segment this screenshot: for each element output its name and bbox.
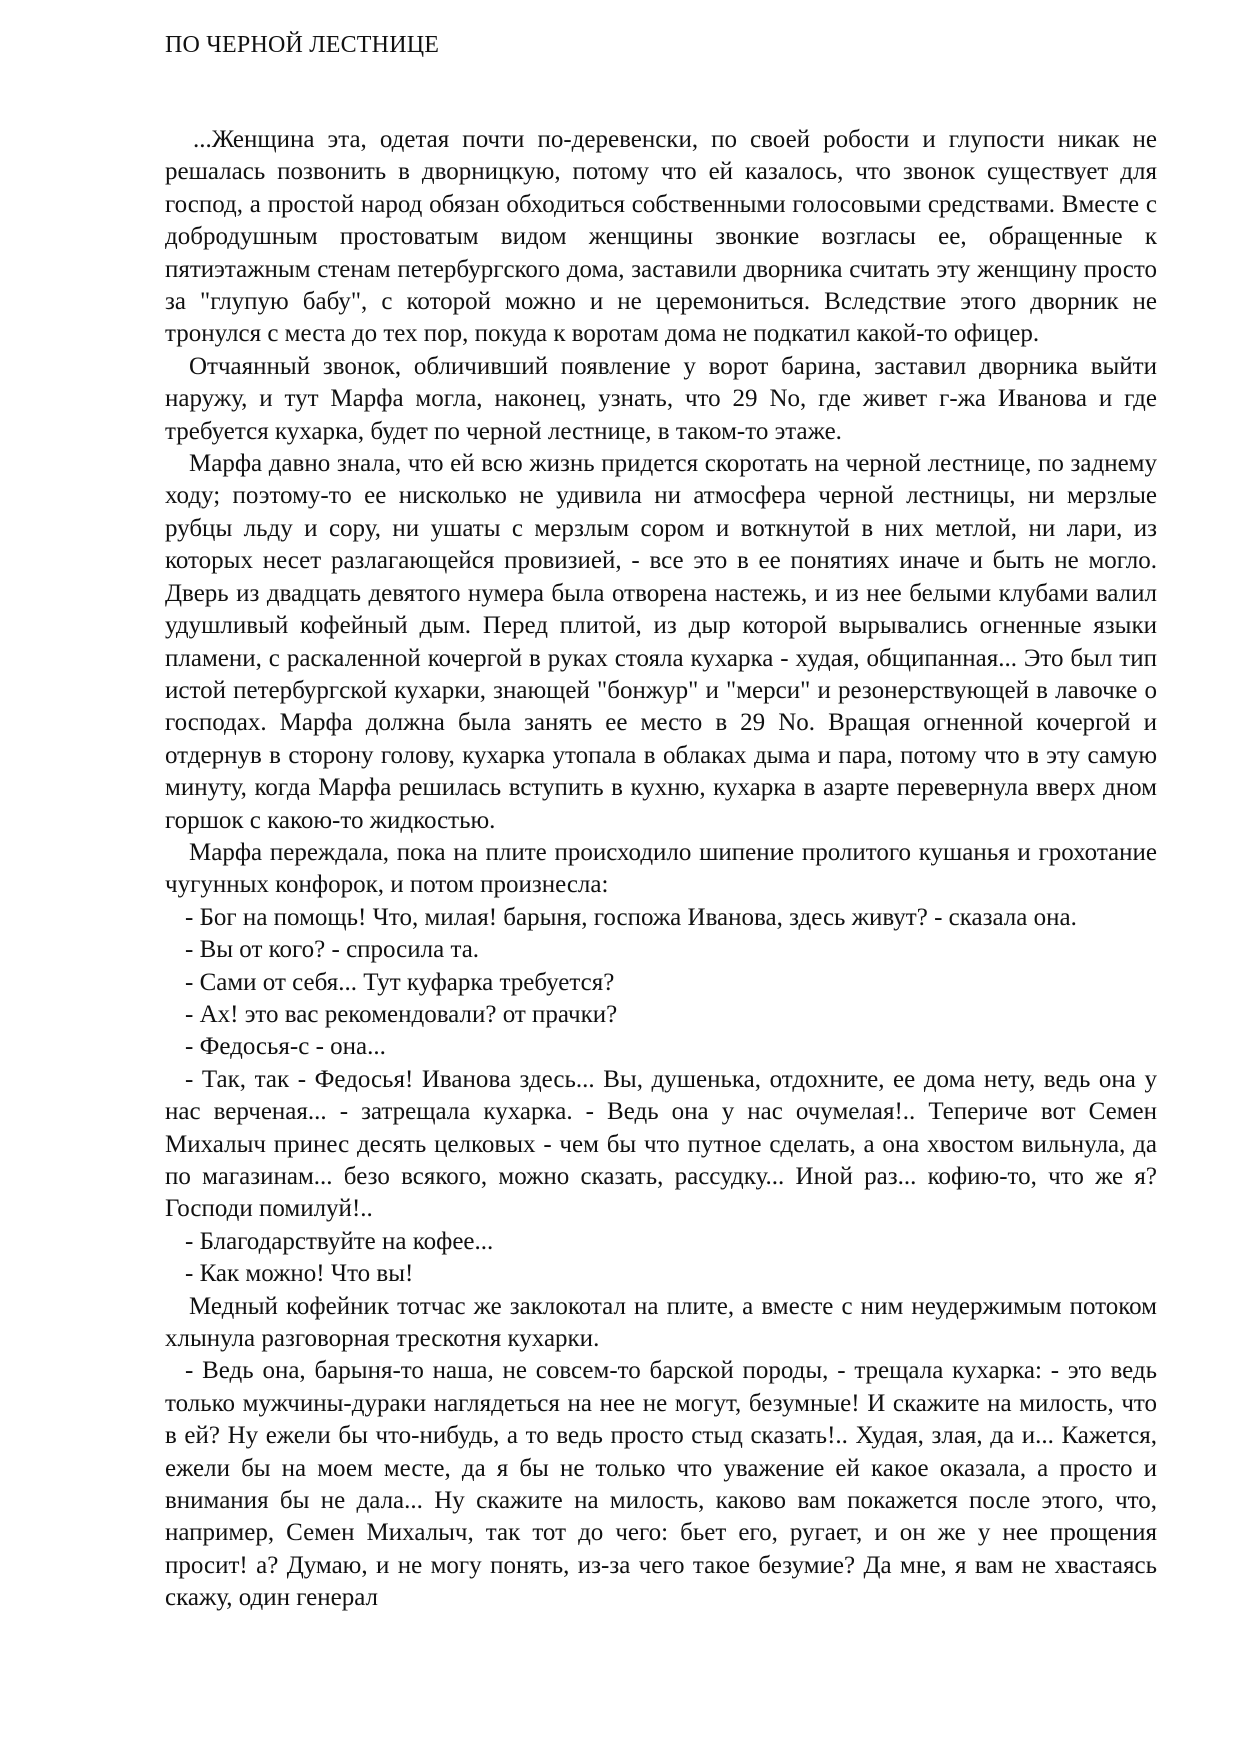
paragraph-3: Марфа давно знала, что ей всю жизнь придется скоротать на черной лестнице, по заднему ходу; поэтому-то ее нисколько не удивила ни атмосфера черной лестницы, ни мерзлые рубцы льду и сору, ни ушаты с мерзлым сором и воткнутой в них метлой, ни лари, из которых несет разлагающейся провизией, - все это в ее понятиях иначе и быть не могло. Дверь из двадцать девятого нумера была отворена настежь, и из нее белыми клубами валил удушливый кофейный дым. Перед плитой, из дыр которой вырывались огненные языки пламени, с раскаленной кочергой в руках стояла кухарка - худая, общипанная... Это был тип истой петербургской кухарки, знающей "бонжур" и "мерси" и резонерствующей в лавочке о господах. Марфа должна была занять ее место в 29 No. Вращая огненной кочергой и отдернув в сторону голову, кухарка утопала в облаках дыма и пара, потому что в эту самую минуту, когда Марфа решилась вступить в кухню, кухарка в азарте перевернула вверх дном горшок с какою-то жидкостью.: [165, 450, 1157, 834]
dialogue-line-5: - Федосья-с - она...: [185, 1033, 386, 1061]
dialogue-line-3: - Сами от себя... Тут куфарка требуется?: [185, 968, 615, 996]
dialogue-line-9: - Ведь она, барыня-то наша, не совсем-то барской породы, - трещала кухарка: - это ведь только мужчины-дураки наглядеться на нее не могут, безумные! И скажите на милость, что в ей? Ну ежели бы что-нибудь, а то ведь просто стыд сказать!.. Худая, злая, да и... Кажется, ежели бы на моем месте, да я бы не только что уважение ей какое оказала, а просто и внимания бы не дала... Ну скажите на милость, каково вам покажется после этого, что, например, Семен Михалыч, так тот до чего: бьет его, ругает, и он же у нее прощения просит! а? Думаю, и не могу понять, из-за чего такое безумие? Да мне, я вам не хвастаясь скажу, один генерал: [165, 1357, 1157, 1612]
paragraph-2: Отчаянный звонок, обличивший появление у ворот барина, заставил дворника выйти наружу, и тут Марфа могла, наконец, узнать, что 29 No, где живет г-жа Иванова и где требуется кухарка, будет по черной лестнице, в таком-то этаже.: [165, 352, 1157, 445]
running-title: ПО ЧЕРНОЙ ЛЕСТНИЦЕ: [165, 32, 440, 58]
dialogue-line-2: - Вы от кого? - спросила та.: [185, 936, 480, 964]
text-body: [165, 124, 1157, 1615]
dialogue-line-7: - Благодарствуйте на кофее...: [185, 1227, 494, 1255]
paragraph-5: Медный кофейник тотчас же заклокотал на плите, а вместе с ним неудержимым потоком хлынула разговорная трескотня кухарки.: [165, 1292, 1157, 1353]
dialogue-line-8: - Как можно! Что вы!: [185, 1260, 414, 1288]
dialogue-line-6: - Так, так - Федосья! Иванова здесь... Вы, душенька, отдохните, ее дома нету, ведь она у нас верченая... - затрещала кухарка. - Ведь она у нас очумелая!.. Тепериче вот Семен Михалыч принес десять целковых - чем бы что путное сделать, а она хвостом вильнула, да по магазинам... безо всякого, можно сказать, рассудку... Иной раз... кофию-то, что же я? Господи помилуй!..: [165, 1065, 1157, 1223]
paragraph-4: Марфа переждала, пока на плите происходило шипение пролитого кушанья и грохотание чугунных конфорок, и потом произнесла:: [165, 838, 1157, 899]
dialogue-line-4: - Ах! это вас рекомендовали? от прачки?: [185, 1000, 618, 1028]
dialogue-line-1: - Бог на помощь! Что, милая! барыня, госпожа Иванова, здесь живут? - сказала она.: [185, 903, 1077, 931]
paragraph-1: ...Женщина эта, одетая почти по-деревенски, по своей робости и глупости никак не решалась позвонить в дворницкую, потому что ей казалось, что звонок существует для господ, а простой народ обязан обходиться собственными голосовыми средствами. Вместе с добродушным простоватым видом женщины звонкие возгласы ее, обращенные к пятиэтажным стенам петербургского дома, заставили дворника считать эту женщину просто за "глупую бабу", с которой можно и не церемониться. Вследствие этого дворник не тронулся с места до тех пор, покуда к воротам дома не подкатил какой-то офицер.: [165, 126, 1157, 348]
